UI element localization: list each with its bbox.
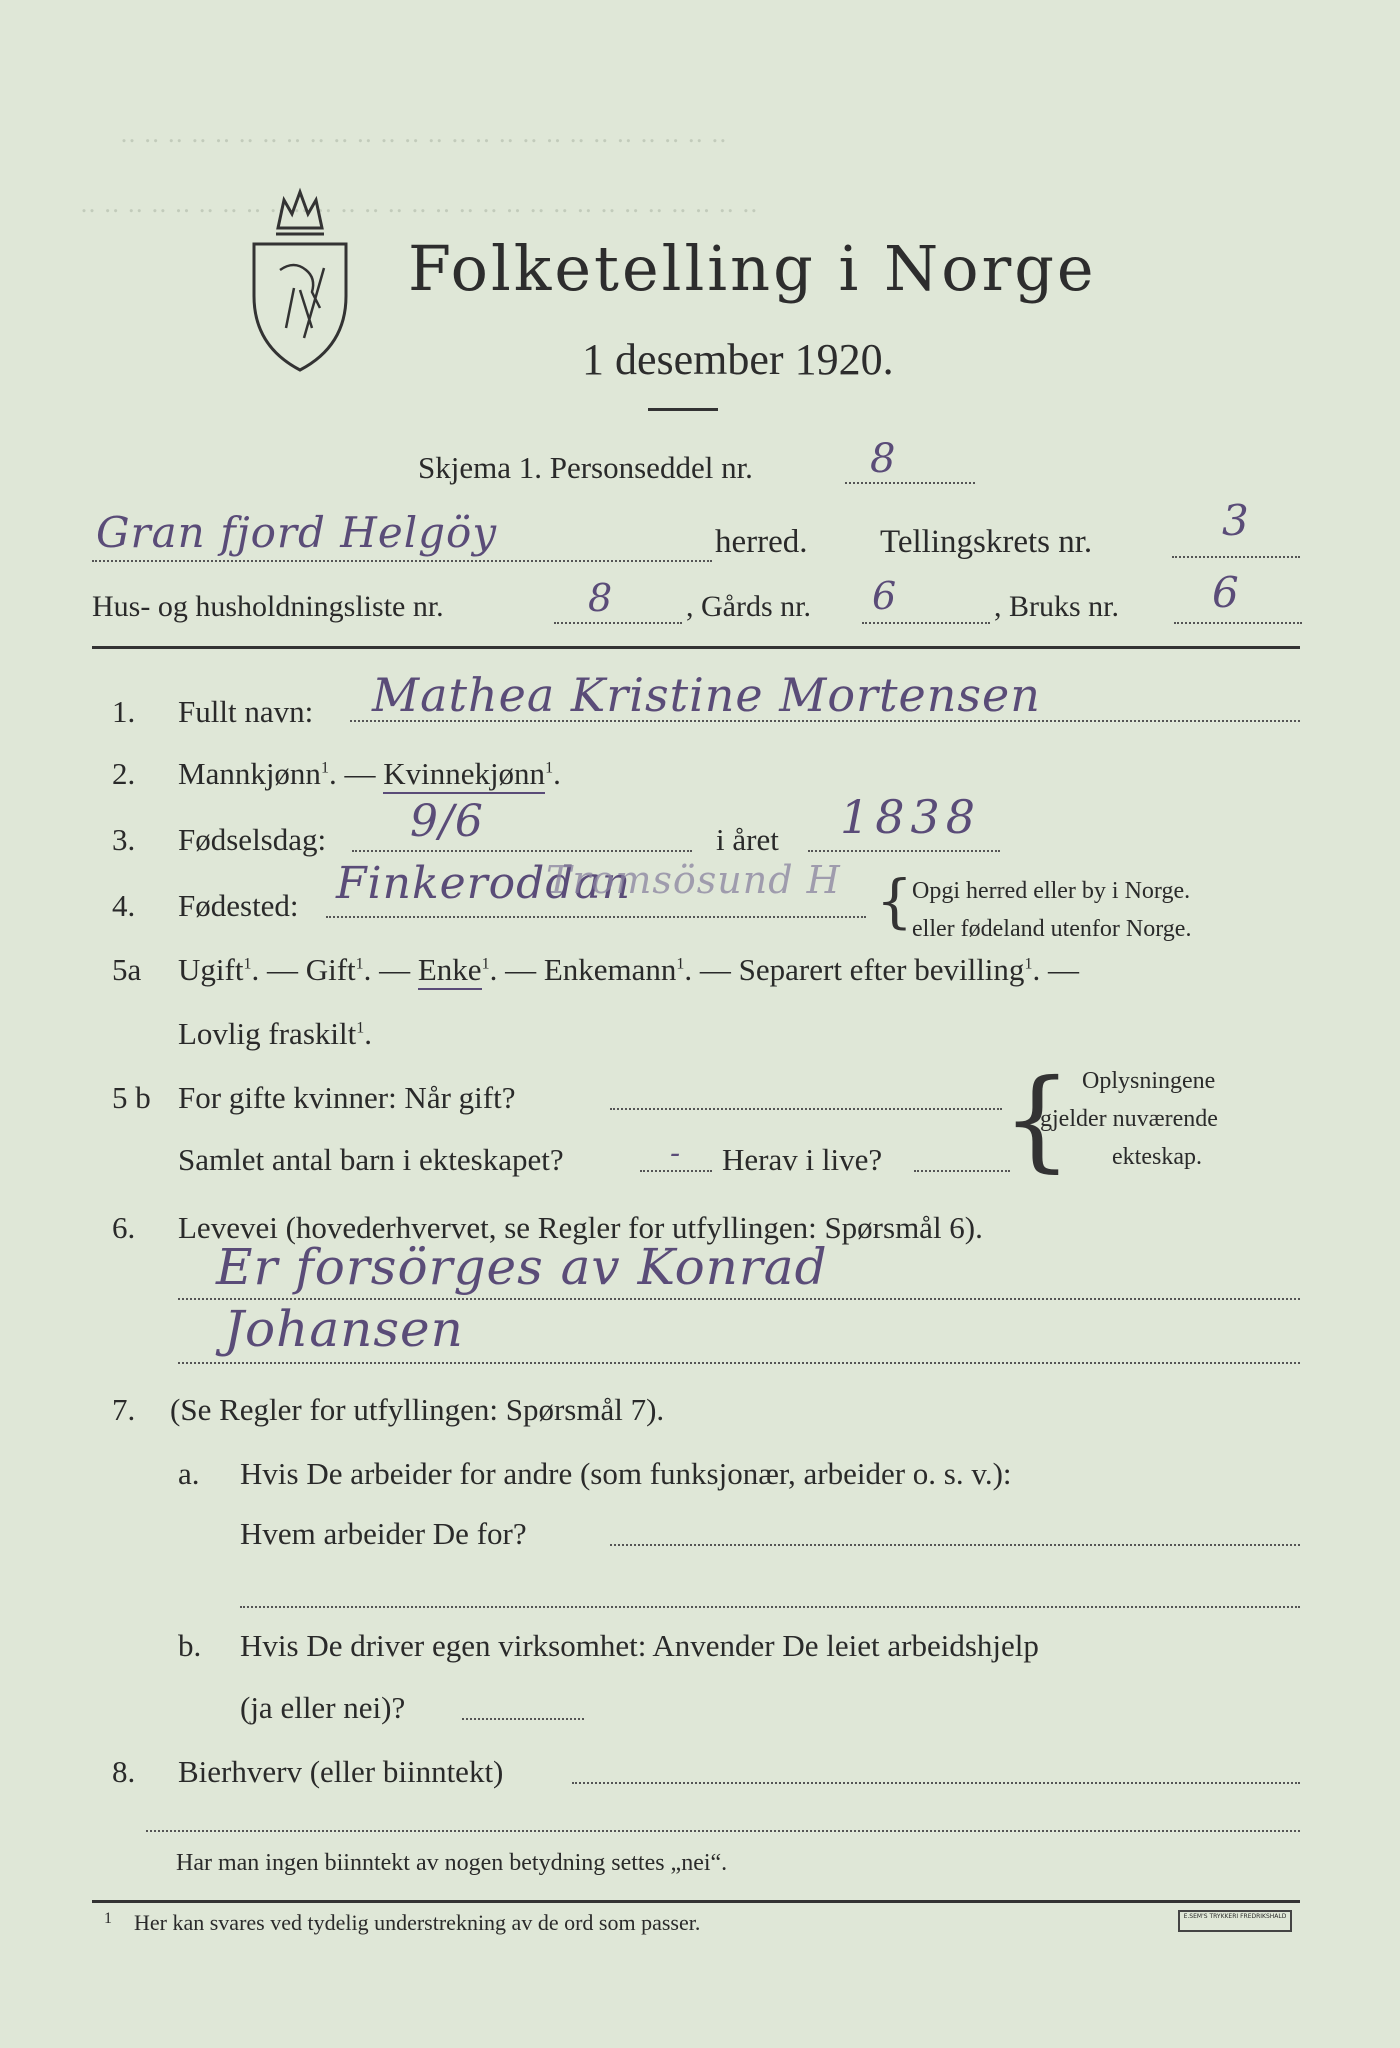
option-ugift: Ugift [178,952,244,987]
q3-number: 3. [112,822,136,857]
option-gift: Gift [305,952,356,987]
q5b-label: For gifte kvinner: Når gift? [178,1080,516,1115]
year-label: i året [716,822,779,857]
husholdningsliste-label: Hus- og husholdningsliste nr. [92,590,444,623]
q7a-text: Hvis De arbeider for andre (som funksjonær, arbeider o. s. v.): [240,1456,1012,1491]
q7-label: (Se Regler for utfyllingen: Spørsmål 7). [170,1392,665,1427]
option-female-underlined: Kvinnekjønn [383,756,545,794]
q5b-note-2: gjelder nuværende [1040,1106,1218,1132]
schema-label: Skjema 1. Personseddel nr. [418,450,753,485]
full-name-value: Mathea Kristine Mortensen [372,668,1041,722]
q6-number: 6. [112,1210,136,1245]
q7a-letter: a. [178,1456,200,1491]
alive-label: Herav i live? [722,1142,883,1177]
q5b-number: 5 b [112,1080,151,1115]
option-enkemann: Enkemann [543,952,677,987]
footnote-text: Her kan svares ved tydelig understrekning av de ord som passer. [134,1910,701,1935]
herred-value: Gran fjord Helgöy [96,508,498,557]
form-title: Folketelling i Norge [408,232,1097,305]
schema-value: 8 [870,436,897,482]
q6-label: Levevei (hovederhvervet, se Regler for utfyllingen: Spørsmål 6). [178,1210,983,1245]
q4-label: Fødested: [178,888,299,923]
option-separert: Separert efter bevilling [738,952,1025,987]
q7-number: 7. [112,1392,136,1427]
birthday-value: 9/6 [410,796,484,847]
birthplace-value: Finkeroddan [336,858,632,909]
q7a-question: Hvem arbeider De for? [240,1516,527,1551]
bruks-label: , Bruks nr. [994,590,1120,623]
q2-number: 2. [112,756,136,791]
q1-number: 1. [112,694,136,729]
tellingskrets-value: 3 [1222,496,1250,545]
norwegian-coat-of-arms-icon [240,178,360,378]
bruks-value: 6 [1212,568,1240,617]
birthplace-note-2: eller fødeland utenfor Norge. [912,916,1192,942]
census-date: 1 desember 1920. [582,335,894,384]
gards-label: , Gårds nr. [686,590,811,623]
children-value: - [670,1136,682,1171]
footnote-mark: 1 [104,1910,112,1927]
q1-label: Fullt navn: [178,694,314,729]
birthplace-note-1: Opgi herred eller by i Norge. [912,878,1191,904]
footer-rule [92,1900,1300,1903]
title-divider [648,408,718,411]
herred-label: herred. [715,524,808,560]
q5a-marital-options: Ugift$^1$. — Gift$^1$. — Enke$^1$. — Enkemann$^1$. — Separert efter bevilling$^1$. — [178,952,1079,988]
livelihood-value-line2: Johansen [224,1300,464,1358]
birthplace-overwrite: Tromsösund H [546,858,841,902]
q4-number: 4. [112,888,136,923]
birth-year-value: 1838 [840,790,982,844]
header-rule [92,646,1300,649]
census-form-page: ‥ ‥ ‥ ‥ ‥ ‥ ‥ ‥ ‥ ‥ ‥ ‥ ‥ ‥ ‥ ‥ ‥ ‥ ‥ ‥ ‥ ‥ ‥ ‥ ‥ ‥ ‥ ‥ ‥ ‥ ‥ ‥ ‥ ‥ ‥ ‥ ‥ ‥ ‥ ‥ ‥ ‥ ‥ ‥ ‥ ‥ ‥ ‥ ‥ ‥ ‥ ‥ ‥ ‥ ‥ Folketelling i Norge 1 desember 1920. Skjema 1. Personseddel nr. 8 Gran fjord Helgöy herred. Tellingskrets nr. 3 Hus- og husholdningsliste nr. 8 , Gårds nr. 6 , Bruks nr. 6 1. Fullt navn: Mathea Kristine Mortensen 2. Mannkjønn$^1$. — Kvinnekjønn$^1$. 3. Fødselsdag: 9/6 i året 1838 4. Fødested: Finkeroddan Tromsösund H { Opgi herred eller by i Norge. eller fødeland utenfor Norge. 5a Ugift$^1$. — Gift$^1$. — Enke$^1$. — Enkemann$^1$. — Separert efter bevilling$^1$. — Lovlig fraskilt$^1$. 5 b For gifte kvinner: Når gift? Samlet antal barn i ekteskapet? - Herav i live? { Oplysningene gjelder nuværende ekteskap. 6. Levevei (hovederhvervet, se Regler for utfyllingen: Spørsmål 6). Er forsörges av Konrad Johansen 7. (Se Regler for utfyllingen: Spørsmål 7). a. Hvis De arbeider for andre (som funksjonær, arbeider o. s. v.): Hvem arbeider De for? b. Hvis De driver egen virksomhet: Anvender De leiet arbeidshjelp (ja eller nei)? 8. Bierhverv (eller biinntekt) Har man ingen biinntekt av nogen betydning settes „nei“. 1 Her kan svares ved tydelig understrekning av de ord som passer. E.SEM'S TRYKKERI FREDRIKSHALD [0,0,1400,2048]
q3-label: Fødselsdag: [178,822,327,857]
q8-label: Bierhverv (eller biinntekt) [178,1754,504,1789]
q7b-letter: b. [178,1628,202,1663]
husholdningsliste-value: 8 [588,576,614,620]
option-fraskilt: Lovlig fraskilt$^1$. [178,1016,372,1051]
q5a-number: 5a [112,952,142,987]
footer-note: Har man ingen biinntekt av nogen betydning settes „nei“. [176,1850,728,1876]
livelihood-value-line1: Er forsörges av Konrad [216,1238,828,1296]
q8-number: 8. [112,1754,136,1789]
option-enke-underlined: Enke [418,952,482,990]
children-label: Samlet antal barn i ekteskapet? [178,1142,564,1177]
option-male: Mannkjønn [178,756,321,791]
q5b-note-3: ekteskap. [1112,1144,1202,1170]
printer-stamp: E.SEM'S TRYKKERI FREDRIKSHALD [1178,1910,1292,1932]
q5b-note-1: Oplysningene [1082,1068,1216,1094]
q2-gender-options: Mannkjønn$^1$. — Kvinnekjønn$^1$. [178,756,561,792]
tellingskrets-label: Tellingskrets nr. [880,524,1093,560]
gards-value: 6 [872,574,898,618]
q7b-question: (ja eller nei)? [240,1690,406,1725]
q7b-text: Hvis De driver egen virksomhet: Anvender De leiet arbeidshjelp [240,1628,1039,1663]
